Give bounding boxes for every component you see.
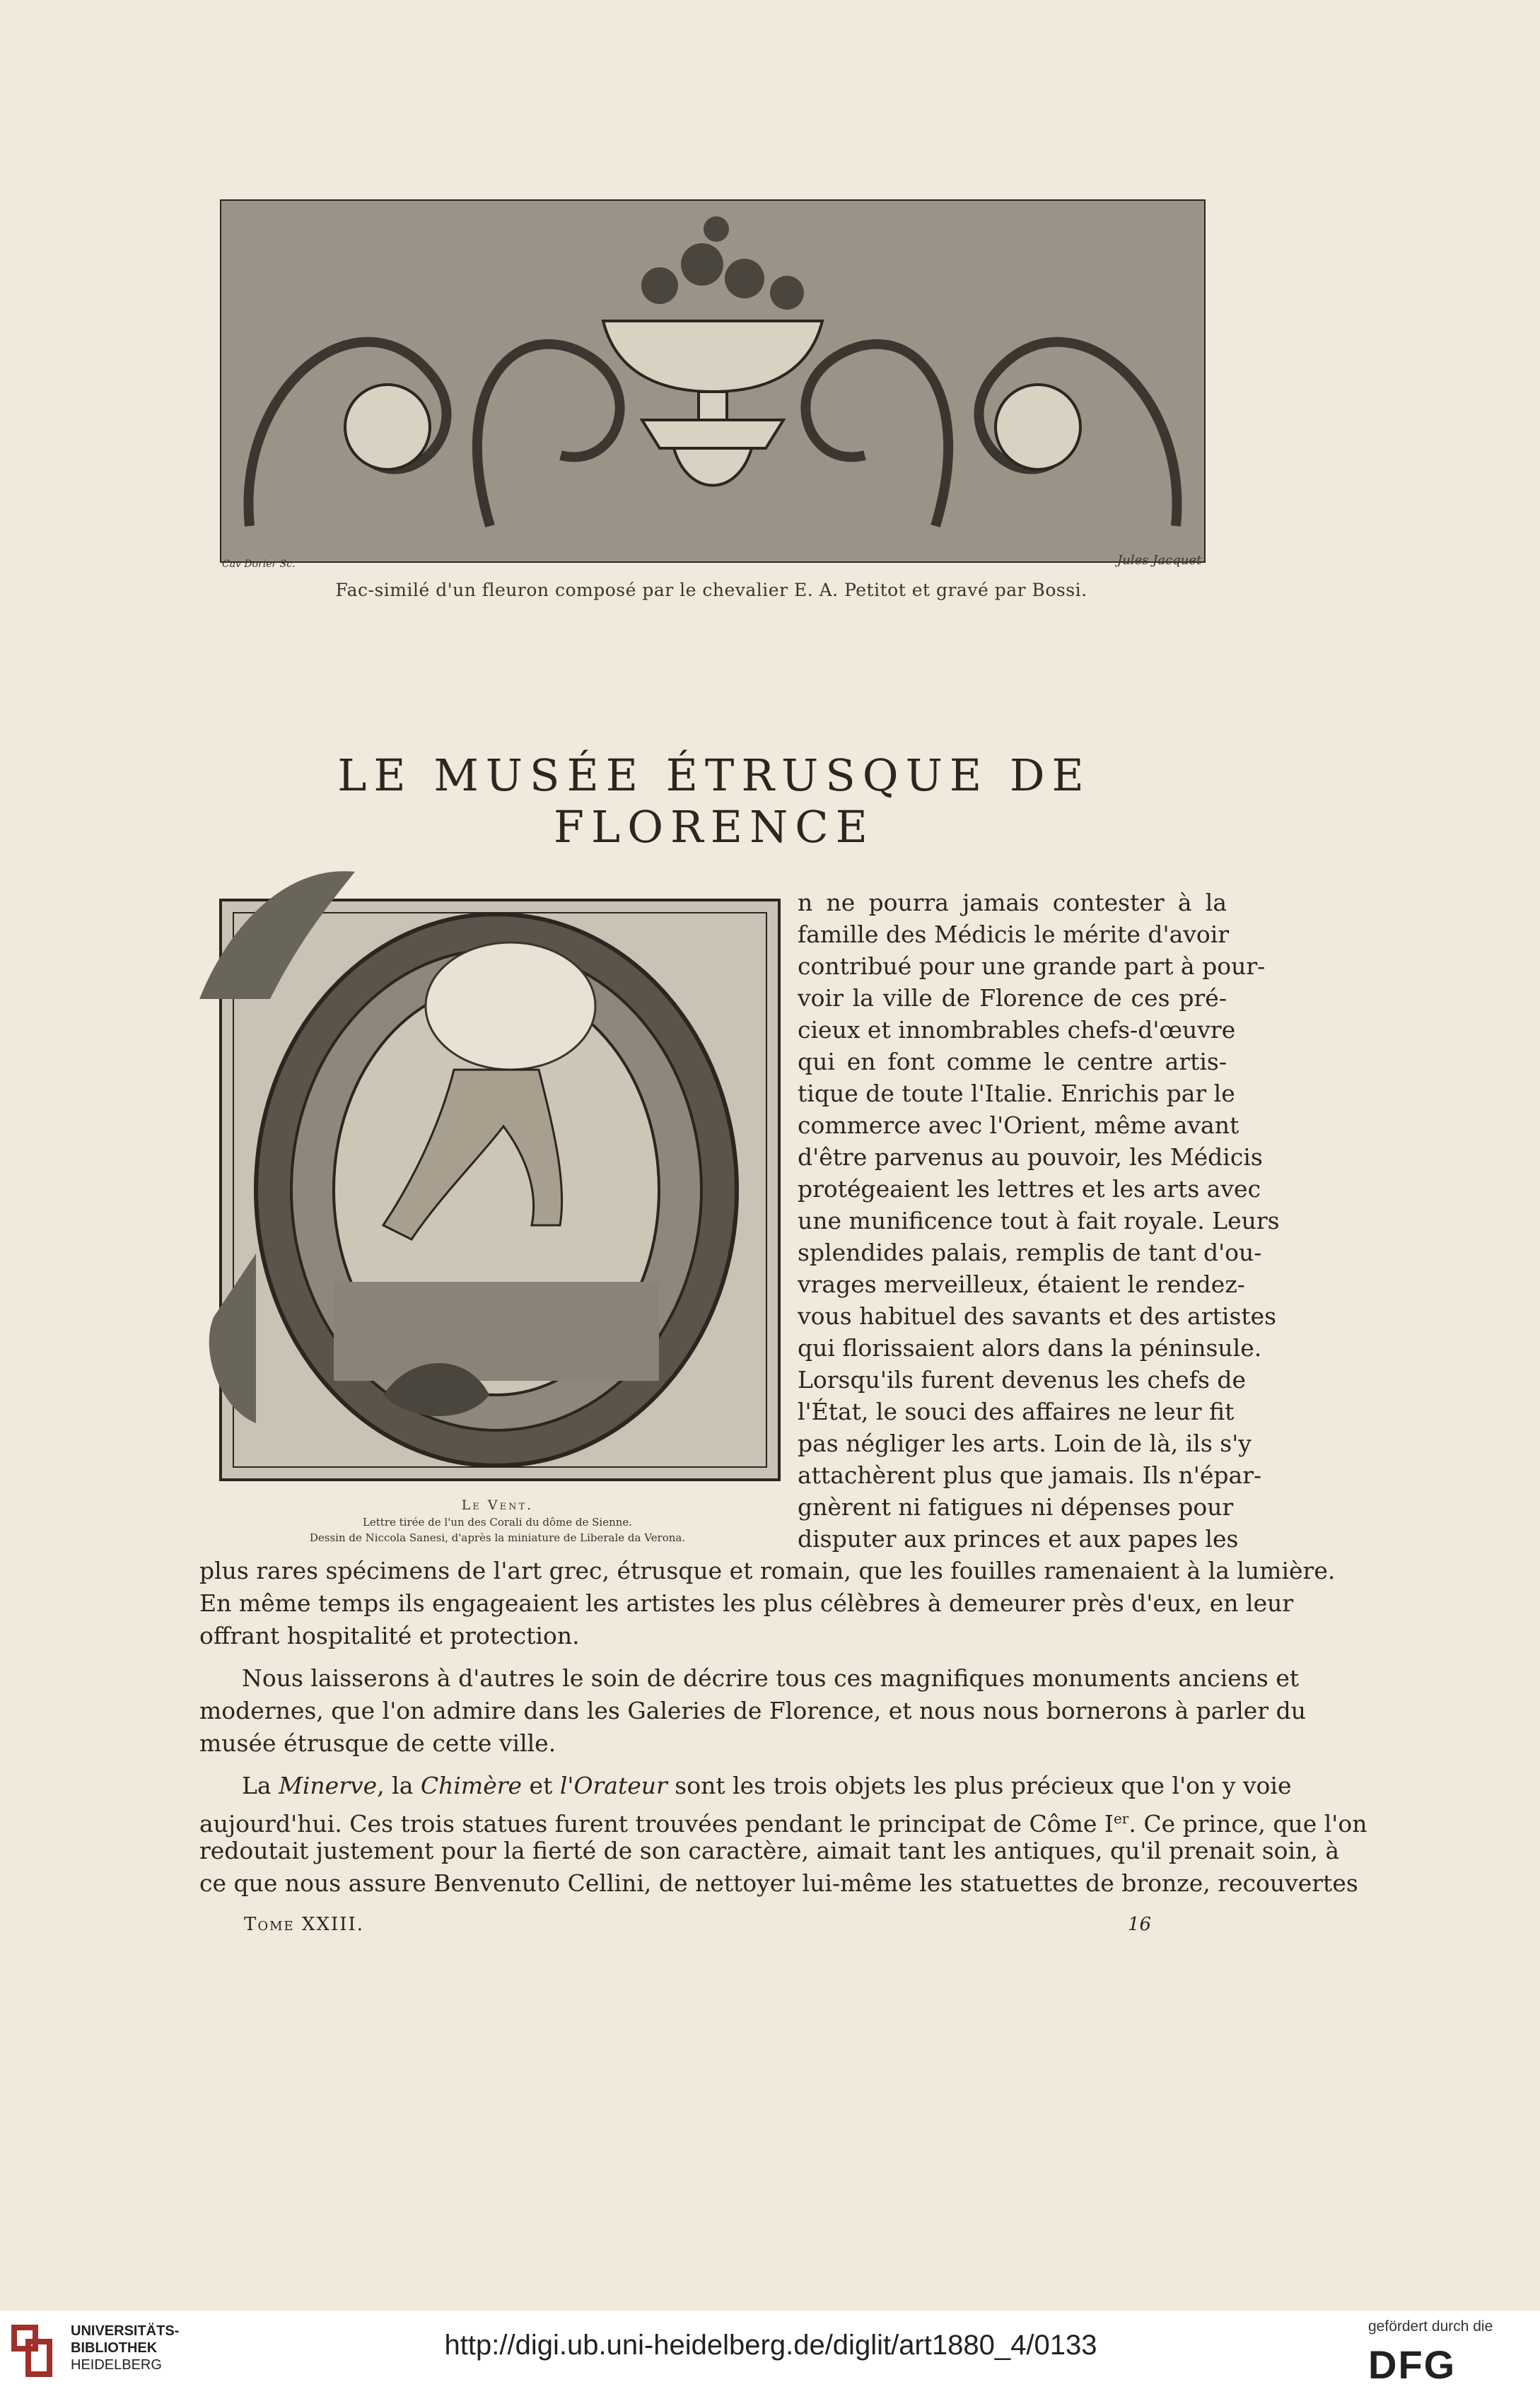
fleuron-scroll-ornament [221, 201, 1204, 561]
body-line: attachèrent plus que jamais. Ils n'épar- [798, 1461, 1262, 1489]
body-line: offrant hospitalité et protection. [199, 1622, 580, 1649]
body-line: d'être parvenus au pouvoir, les Médicis [798, 1143, 1263, 1171]
body-line: En même temps ils engageaient les artistes les plus célèbres à demeurer près d'eux, en leur [199, 1589, 1294, 1617]
body-line: ce que nous assure Benvenuto Cellini, de nettoyer lui-même les statuettes de bronze, recouvertes [199, 1869, 1358, 1897]
body-line: disputer aux princes et aux papes les [798, 1525, 1239, 1553]
initial-caption-line: Dessin de Niccola Sanesi, d'après la miniature de Liberale da Verona. [309, 1531, 686, 1544]
engraver-signature-right: Jules Jacquet [1117, 553, 1202, 568]
initial-caption-title: Le Vent. [461, 1497, 534, 1513]
body-line: vous habituel des savants et des artistes [798, 1302, 1277, 1330]
body-line: tique de toute l'Italie. Enrichis par le [798, 1080, 1235, 1107]
body-line: contribué pour une grande part à pour- [798, 952, 1266, 980]
body-line: La Minerve, la Chimère et l'Orateur sont les trois objets les plus précieux que l'on y voie [242, 1772, 1292, 1799]
body-line: famille des Médicis le mérite d'avoir [798, 921, 1230, 948]
body-line: voir la ville de Florence de ces pré- [798, 984, 1227, 1012]
body-line: une munificence tout à fait royale. Leurs [798, 1207, 1280, 1234]
dfg-logo: DFG [1368, 2342, 1457, 2387]
body-line: redoutait justement pour la fierté de son caractère, aimait tant les antiques, qu'il prenait soin, à [199, 1837, 1339, 1864]
orateur-title: l'Orateur [559, 1772, 667, 1799]
body-line: gnèrent ni fatigues ni dépenses pour [798, 1493, 1234, 1521]
fleuron-caption: Fac-similé d'un fleuron composé par le chevalier E. A. Petitot et gravé par Bossi. [335, 580, 1087, 600]
sponsor-text: gefördert durch die [1368, 2318, 1493, 2335]
body-line: aujourd'hui. Ces trois statues furent trouvées pendant le principat de Côme Ier. Ce prince, que l'on [199, 1810, 1367, 1838]
body-line: l'État, le souci des affaires ne leur fit [798, 1398, 1235, 1425]
university-name: UNIVERSITÄTS- BIBLIOTHEK HEIDELBERG [71, 2323, 180, 2373]
body-line: vrages merveilleux, étaient le rendez- [798, 1271, 1245, 1298]
body-line: qui en font comme le centre artis- [798, 1048, 1227, 1075]
initial-letter-illustration [199, 858, 795, 1493]
body-line: musée étrusque de cette ville. [199, 1729, 556, 1757]
article-title: LE MUSÉE ÉTRUSQUE DE FLORENCE [337, 749, 1091, 853]
body-line: plus rares spécimens de l'art grec, étrusque et romain, que les fouilles ramenaient à la lumière. [199, 1557, 1336, 1584]
body-line: qui florissaient alors dans la péninsule. [798, 1334, 1262, 1362]
initial-caption [199, 1497, 795, 1544]
engraver-signature-left: Cav Dorier Sc. [222, 559, 296, 570]
initial-caption-line: Lettre tirée de l'un des Corali du dôme de Sienne. [362, 1516, 633, 1529]
illuminated-o-image [199, 858, 795, 1493]
chimere-title: Chimère [420, 1772, 523, 1799]
body-line: Lorsqu'ils furent devenus les chefs de [798, 1366, 1247, 1394]
body-line: splendides palais, remplis de tant d'ou- [798, 1239, 1262, 1266]
body-line: commerce avec l'Orient, même avant [798, 1111, 1239, 1139]
volume-label: Tome XXIII. [244, 1914, 365, 1935]
signature-mark: 16 [1128, 1914, 1152, 1935]
minerve-title: Minerve [279, 1772, 378, 1799]
body-line: n ne pourra jamais contester à la [798, 889, 1227, 916]
body-line: modernes, que l'on admire dans les Galeries de Florence, et nous nous bornerons à parler du [199, 1697, 1306, 1724]
body-line: Nous laisserons à d'autres le soin de décrire tous ces magnifiques monuments anciens et [242, 1664, 1300, 1692]
fleuron-engraving [220, 199, 1206, 563]
body-line: protégeaient les lettres et les arts avec [798, 1175, 1261, 1203]
university-logo-icon [7, 2320, 64, 2381]
permalink-url[interactable]: http://digi.ub.uni-heidelberg.de/diglit/art1880_4/0133 [444, 2330, 1097, 2361]
body-line: pas négliger les arts. Loin de là, ils s'y [798, 1430, 1252, 1457]
body-line: cieux et innombrables chefs-d'œuvre [798, 1016, 1236, 1044]
